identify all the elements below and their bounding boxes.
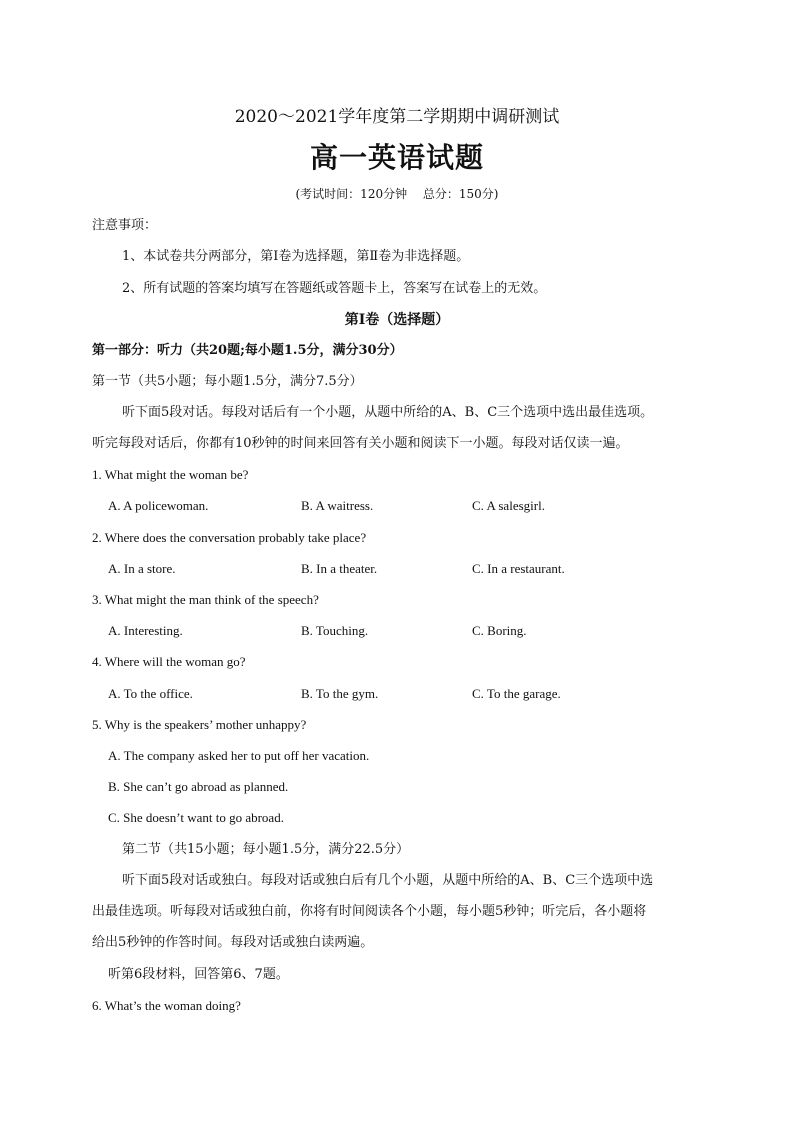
option-b: B. Touching. [301,623,369,638]
question-stem: 1. What might the woman be? [92,467,249,482]
option-c: C. A salesgirl. [472,498,545,513]
option-b: B. A waitress. [301,498,374,513]
material-note: 听第6段材料，回答第6、7题。 [108,967,289,982]
option-a: A. To the office. [108,686,193,701]
notice-heading: 注意事项： [92,218,158,233]
volume-title: 第Ⅰ卷（选择题） [344,312,450,328]
exam-info: (考试时间：120分钟 总分：150分) [295,187,499,201]
section1-instruction: 听下面5段对话。每段对话后有一个小题，从题中所给的A、B、C三个选项中选出最佳选项。 [122,405,654,420]
question-stem: 3. What might the man think of the speech? [92,592,319,607]
question-stem: 2. Where does the conversation probably take place? [92,530,367,545]
section2-instruction: 给出5秒钟的作答时间。每段对话或独白读两遍。 [92,935,374,950]
exam-title: 高一英语试题 [309,141,484,174]
notice-item: 1、本试卷共分两部分，第Ⅰ卷为选择题，第Ⅱ卷为非选择题。 [122,249,470,264]
section2-title: 第二节（共15小题；每小题1.5分，满分22.5分） [122,842,410,857]
option-a: A. The company asked her to put off her vacation. [108,748,370,763]
option-c: C. To the garage. [472,686,561,701]
option-b: B. She can’t go abroad as planned. [108,779,289,794]
option-a: A. In a store. [108,561,176,576]
option-c: C. Boring. [472,623,527,638]
question-stem: 6. What’s the woman doing? [92,998,241,1013]
section2-instruction: 听下面5段对话或独白。每段对话或独白后有几个小题，从题中所给的A、B、C三个选项中选 [122,873,654,888]
notice-item: 2、所有试题的答案均填写在答题纸或答题卡上，答案写在试卷上的无效。 [122,281,547,296]
option-a: A. A policewoman. [108,498,209,513]
part1-title: 第一部分：听力（共20题;每小题1.5分，满分30分） [92,343,403,358]
option-a: A. Interesting. [108,623,183,638]
section1-title: 第一节（共5小题；每小题1.5分，满分7.5分） [92,374,363,389]
section1-instruction: 听完每段对话后，你都有10秒钟的时间来回答有关小题和阅读下一小题。每段对话仅读一遍。 [92,436,629,451]
question-stem: 4. Where will the woman go? [92,654,246,669]
exam-subtitle: 2020～2021学年度第二学期期中调研测试 [234,107,560,127]
option-c: C. In a restaurant. [472,561,565,576]
option-b: B. In a theater. [301,561,378,576]
question-stem: 5. Why is the speakers’ mother unhappy? [92,717,307,732]
section2-instruction: 出最佳选项。听每段对话或独白前，你将有时间阅读各个小题，每小题5秒钟；听完后，各小题将 [92,904,647,919]
option-b: B. To the gym. [301,686,379,701]
option-c: C. She doesn’t want to go abroad. [108,810,284,825]
